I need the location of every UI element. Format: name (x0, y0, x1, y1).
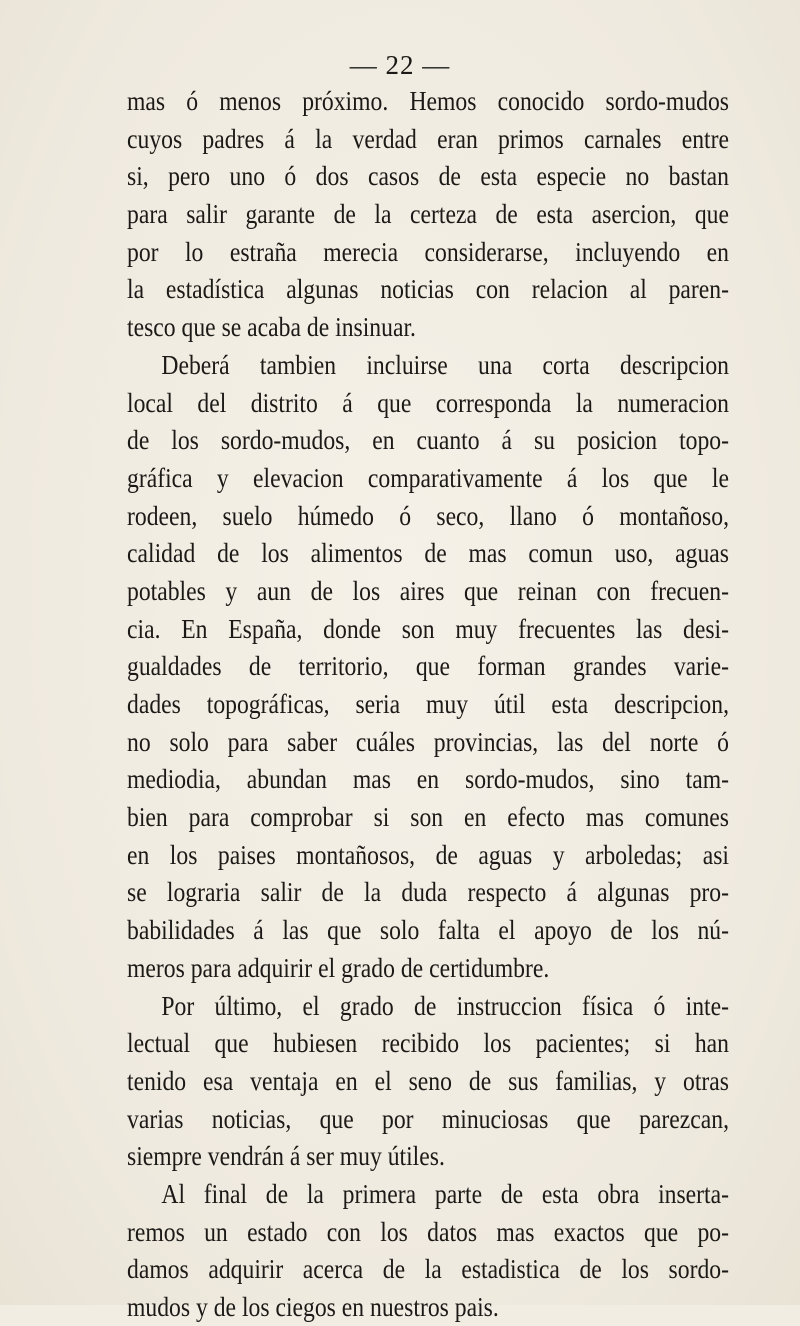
text-line: dades topográficas, seria muy útil esta descripcion, (127, 688, 729, 719)
text-line: cuyos padres á la verdad eran primos carnales entre (127, 122, 729, 154)
text-line: babilidades á las que solo falta el apoyo de los nú- (127, 914, 729, 946)
text-line: bien para comprobar si son en efecto mas comunes (127, 801, 729, 833)
text-line: damos adquirir acerca de la estadistica de los sordo- (127, 1253, 729, 1285)
text-line: tenido esa ventaja en el seno de sus familias, y otras (127, 1064, 729, 1096)
text-line: por lo estraña merecia considerarse, incluyendo en (127, 235, 729, 267)
paragraph-start: Al final de la primera parte de esta obra inserta- (161, 1177, 729, 1209)
text-line: varias noticias, que por minuciosas que parezcan, (127, 1102, 729, 1134)
text-line: mudos y de los ciegos en nuestros pais. (127, 1291, 499, 1322)
text-line: mediodia, abundan mas en sordo-mudos, sino tam- (127, 763, 729, 795)
text-line: cia. En España, donde son muy frecuentes las desi- (127, 612, 729, 644)
text-line: en los paises montañosos, de aguas y arboledas; asi (127, 838, 729, 870)
text-line: rodeen, suelo húmedo ó seco, llano ó montañoso, (127, 499, 729, 531)
text-line: mas ó menos próximo. Hemos conocido sordo-mudos (127, 85, 729, 116)
text-line: tesco que se acaba de insinuar. (127, 311, 416, 343)
text-line: remos un estado con los datos mas exactos que po- (127, 1215, 729, 1247)
text-line: se lograria salir de la duda respecto á algunas pro- (127, 876, 729, 908)
text-line: gráfica y elevacion comparativamente á los que le (127, 461, 729, 493)
text-line: meros para adquirir el grado de certidumbre. (127, 951, 550, 983)
text-line: no solo para saber cuáles provincias, las del norte ó (127, 725, 729, 757)
paragraph-start: Deberá tambien incluirse una corta descripcion (161, 348, 729, 380)
body-text (127, 82, 727, 1326)
paragraph-start: Por último, el grado de instruccion física ó inte- (161, 989, 729, 1021)
text-line: si, pero uno ó dos casos de esta especie no bastan (127, 160, 729, 192)
text-line: local del distrito á que corresponda la numeracion (127, 386, 729, 418)
text-line: lectual que hubiesen recibido los pacientes; si han (127, 1027, 729, 1059)
text-line: para salir garante de la certeza de esta asercion, que (127, 198, 729, 230)
text-line: de los sordo-mudos, en cuanto á su posicion topo- (127, 424, 729, 456)
text-line: potables y aun de los aires que reinan con frecuen- (127, 574, 729, 606)
page-number: — 22 — (349, 50, 451, 80)
text-line: calidad de los alimentos de mas comun uso, aguas (127, 537, 729, 569)
text-line: gualdades de territorio, que forman grandes varie- (127, 650, 729, 682)
text-line: la estadística algunas noticias con relacion al paren- (127, 273, 729, 305)
text-line: siempre vendrán á ser muy útiles. (127, 1140, 445, 1172)
